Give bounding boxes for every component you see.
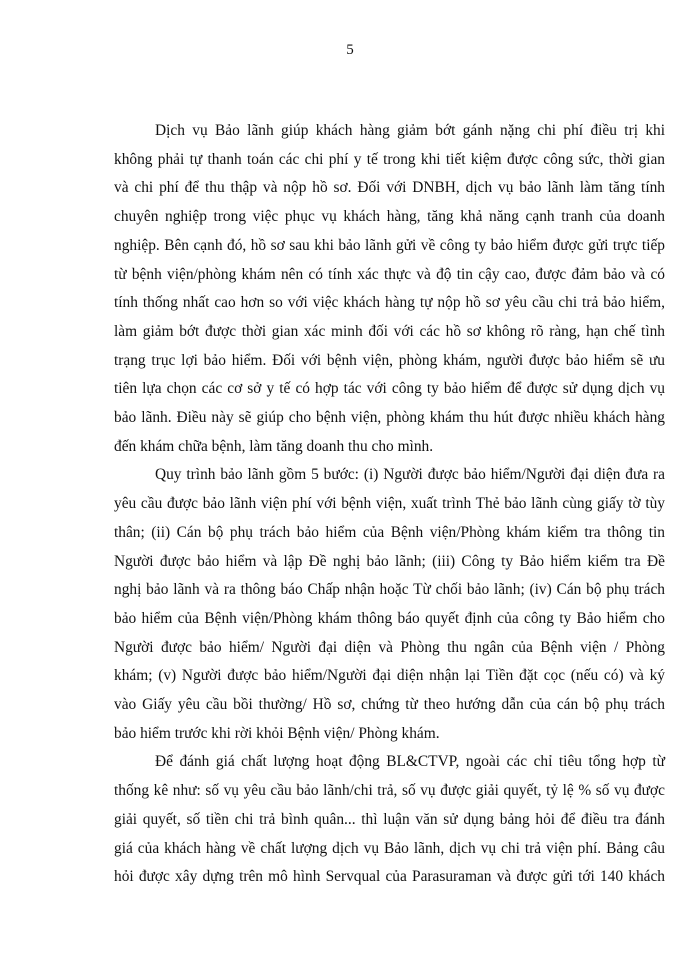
text-line: bảo hiểm trước khi rời khỏi Bệnh viện/ Phòng khám. (114, 724, 440, 742)
text-line: nghị bảo lãnh và ra thông báo Chấp nhận hoặc Từ chối bảo lãnh; (iv) Cán bộ phụ trách (114, 581, 665, 599)
text-line: tiên lựa chọn các cơ sở y tế có hợp tác với công ty bảo hiểm để được sử dụng dịch vụ (114, 380, 665, 398)
text-line: nghiệp. Bên cạnh đó, hồ sơ sau khi bảo lãnh gửi về công ty bảo hiểm được gửi trực tiếp (114, 236, 665, 254)
text-line: hỏi được xây dựng trên mô hình Servqual của Parasuraman và được gửi tới 140 khách (114, 868, 665, 886)
text-line: bảo lãnh. Điều này sẽ giúp cho bệnh viện, phòng khám thu hút được nhiều khách hàng (114, 409, 665, 427)
text-line: yêu cầu được bảo lãnh viện phí với bệnh viện, xuất trình Thẻ bảo lãnh cùng giấy tờ tùy (114, 495, 665, 513)
paragraph (114, 748, 665, 892)
text-line: Để đánh giá chất lượng hoạt động BL&CTVP, ngoài các chỉ tiêu tổng hợp từ (155, 753, 665, 771)
text-line: trạng trục lợi bảo hiểm. Đối với bệnh viện, phòng khám, người được bảo hiểm sẽ ưu (114, 351, 665, 369)
paragraph (114, 117, 665, 461)
text-line: giá của khách hàng về chất lượng dịch vụ Bảo lãnh, dịch vụ chi trả viện phí. Bảng câu (114, 839, 665, 857)
text-line: chuyên nghiệp trong việc phục vụ khách hàng, tăng khả năng cạnh tranh của doanh (114, 208, 665, 226)
document-body (114, 117, 665, 892)
text-line: giải quyết, số tiền chi trả bình quân... thì luận văn sử dụng bảng hỏi để điều tra đánh (114, 810, 665, 828)
paragraph (114, 461, 665, 748)
text-line: không phải tự thanh toán các chi phí y tế trong khi tiết kiệm được công sức, thời gian (114, 150, 665, 168)
text-line: Người được bảo hiểm và lập Đề nghị bảo lãnh; (iii) Công ty Bảo hiểm kiểm tra Đề (114, 552, 665, 570)
text-line: vào Giấy yêu cầu bồi thường/ Hồ sơ, chứng từ theo hướng dẫn của cán bộ phụ trách (114, 696, 665, 714)
text-line: đến khám chữa bệnh, làm tăng doanh thu cho mình. (114, 437, 434, 455)
text-line: Dịch vụ Bảo lãnh giúp khách hàng giảm bớt gánh nặng chi phí điều trị khi (155, 122, 665, 139)
text-line: Quy trình bảo lãnh gồm 5 bước: (i) Người được bảo hiểm/Người đại diện đưa ra (155, 466, 665, 484)
text-line: thân; (ii) Cán bộ phụ trách bảo hiểm của Bệnh viện/Phòng khám kiểm tra thông tin (114, 523, 665, 541)
text-line: từ bệnh viện/phòng khám nên có tính xác thực và độ tin cậy cao, được đảm bảo và có (114, 265, 665, 283)
text-line: Người được bảo hiểm/ Người đại diện và Phòng thu ngân của Bệnh viện / Phòng (114, 638, 665, 656)
text-line: và chi phí để thu thập và nộp hồ sơ. Đối với DNBH, dịch vụ bảo lãnh làm tăng tính (114, 179, 665, 197)
text-line: làm giảm bớt được thời gian xác minh đối với các hồ sơ không rõ ràng, hạn chế tình (114, 322, 665, 340)
text-line: tính thống nhất cao hơn so với việc khách hàng tự nộp hồ sơ yêu cầu chi trả bảo hiểm, (114, 294, 665, 312)
text-line: khám; (v) Người được bảo hiểm/Người đại diện nhận lại Tiền đặt cọc (nếu có) và ký (114, 667, 665, 685)
text-line: thống kê như: số vụ yêu cầu bảo lãnh/chi trả, số vụ được giải quyết, tỷ lệ % số vụ được (114, 782, 665, 800)
page-number: 5 (346, 42, 354, 58)
text-line: bảo hiểm của Bệnh viện/Phòng khám thông báo quyết định của công ty Bảo hiểm cho (114, 609, 665, 627)
